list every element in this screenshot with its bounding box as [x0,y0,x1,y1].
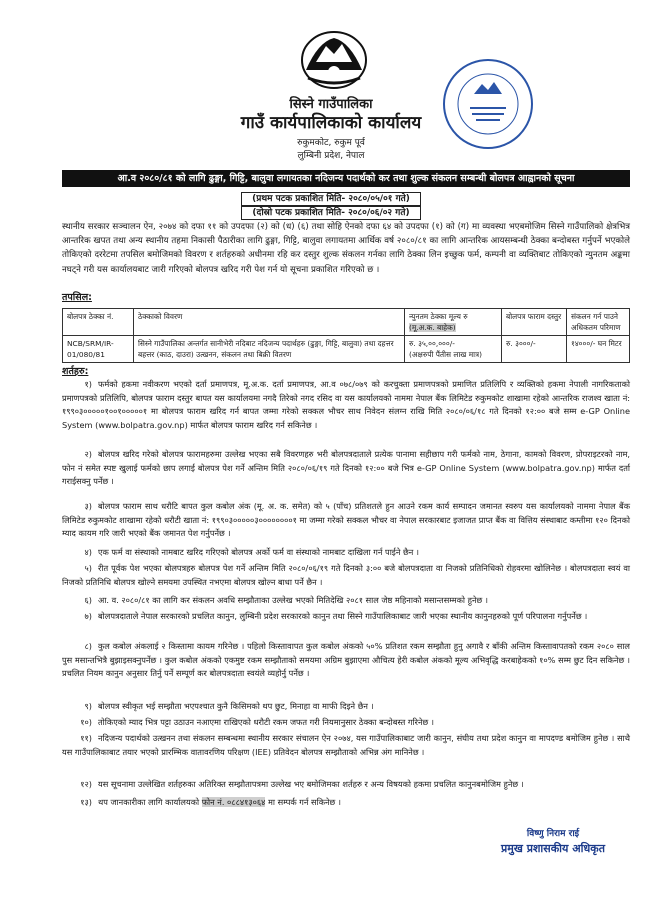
col-description: ठेक्काको विवरण [134,309,405,336]
second-publication-date: (दोस्रो पटक प्रकाशित मिति- २०८०/०६/०२ गते) [0,205,662,218]
condition-item: ५) रीत पूर्वक पेश भएका बोलपत्रहरु बोलपत्र पेश गर्ने अन्तिम मिति २०८०/०६/१९ गते दिनको ३:०० बजे बोलपत्रदाता वा निजको प्रतिनिधिको रोहवरमा खोलिनेछ । बोलपत्रदाता स्वयं वा निजको प्रतिनिधि बोलपत्र खोल्ने समयमा उपस्थित नभएमा बोलपत्र खोल्न बाधा पर्ने छैन । [62,563,630,587]
condition-item: ६) आ. व. २०८०/८१ का लागि कर संकलन अवधि सम्झौताका उल्लेख भएको मितिदेखि २०८१ साल जेष्ठ महिनाको मसान्तसम्मको हुनेछ । [84,595,488,605]
table-label: तपसिल: [62,292,92,303]
cell-description: सिस्ने गाउँपालिका अन्तर्गत सानीभेरी नदिबाट नदिजन्य पदार्थहरु (ढुङ्गा, गिट्टि, बालुवा) तथा दहत्तर बहत्तर (काठ, दाउरा) उत्खनन, संकलन तथा बिक्री वितरण [134,336,405,363]
vat-excluded-note: (मू.अ.क. बाहेक) [409,323,456,332]
condition-item: ८) कुल कबोल अंकलाई २ किस्तामा कायम गरिनेछ । पहिलो किस्तावापत कुल कबोल अंकको ५०% प्रतिशत रकम सम्झौता हुनु अगावै र बाँकी अन्तिम किस्तावापतको रकम २०८० साल पुस मसान्तभित्रै बुझाइसक्नुपर्नेछ । कुल कबोल अंकको एकमुष्ट रकम सम्झौताको समयमा अग्रिम बुझाएमा औचित्य हेरी कबोल अंकको मूल्य अभिवृद्धि करबाहेकको १०% सम्म छुट दिन सकिनेछ । प्रचलित नियम कानुन अनुसार तिर्नु पर्ने सम्पूर्ण कर बोलपत्रदाता स्वयंले व्यहोर्नु पर्नेछ । [62,641,630,679]
condition-item: ७) बोलपत्रदाताले नेपाल सरकारको प्रचलित कानुन, लुम्बिनी प्रदेश सरकारको कानुन तथा सिस्ने गाउँपालिकाबाट जारी भएका स्थानीय कानुनहरुको पूर्ण परिपालना गर्नुपर्नेछ । [84,611,588,621]
office-address: रुकुमकोट, रुकुम पूर्व [297,138,365,148]
first-publication-date: (प्रथम पटक प्रकाशित मिति- २०८०/०५/०१ गते) [0,191,662,204]
col-min-price: न्युनतम ठेक्का मूल्य रु (मू.अ.क. बाहेक) [405,309,502,336]
municipality-name: सिस्ने गाउँपालिका [289,97,373,112]
emblem-icon [298,22,370,90]
condition-item: ४) एक फर्म वा संस्थाको नामबाट खरिद गरिएको बोलपत्र अर्को फर्म वा संस्थाको नामबाट दाखिला गर्न पाईने छैन । [84,547,419,557]
condition-item: ९) बोलपत्र स्वीकृत भई सम्झौता भएपश्चात कुनै किसिमको थप छुट, मिनाहा वा माफी दिइने छैन । [84,701,374,711]
signature-block [468,826,638,856]
condition-item: १३) थप जानकारीका लागि कार्यालयको फोन नं. ०८८४१३०६४ मा सम्पर्क गर्न सकिनेछ । [80,797,341,807]
col-form-fee: बोलपत्र फाराम दस्तुर [502,309,567,336]
table-header-row [63,309,630,336]
cell-form-fee: रु. ३०००/- [502,336,567,363]
condition-item: ११) नदिजन्य पदार्थको उत्खनन तथा संकलन सम्बन्धमा स्थानीय सरकार संचालन ऐन २०७४, यस गाउँपालिकाबाट जारी कानुन, संघीय तथा प्रदेश कानुन वा मापदण्ड बमोजिम हुनेछ । साथै यस गाउँपालिकाबाट तयार भएको प्रारम्भिक वातावरणिय परिक्षण (IEE) प्रतिवेदन बोलपत्र सम्झौताको अभिन्न अंग मानिनेछ । [62,733,630,757]
office-title: गाउँ कार्यपालिकाको कार्यालय [240,113,422,133]
table-row [63,336,630,363]
condition-item: २) बोलपत्र खरिद गरेको बोलपत्र फारामहरुमा उल्लेख भएका सबै विवरणहरु भरी बोलपत्रदाताले प्रत्येक पानामा सहीछाप गरी फर्मको नाम, ठेगाना, कामको विवरण, प्रोपराइटरको नाम, फोन नं समेत स्पष्ट खुलाई फर्मको छाप लगाई बोलपत्र पेश गर्ने अन्तिम मिति २०८०/०६/१९ गते दिनको १२:०० बजे भित्र e-GP Online System (www.bolpatra.gov.np) मार्फत दर्ता गराईसक्नु पर्नेछ । [62,449,630,487]
cell-min-price: रु. ३५,००,०००/- (अक्षरुपी पैंतीस लाख मात्र) [405,336,502,363]
notice-title: आ.व २०८०/८१ को लागि ढुङ्गा, गिट्टि, बालुवा लगायतका नदिजन्य पदार्थको कर तथा शुल्क संकलन सम्बन्धी बोलपत्र आह्वानको सूचना [62,170,630,187]
cell-contract-no: NCB/SRM/IR-01/080/81 [63,336,134,363]
office-province: लुम्बिनी प्रदेश, नेपाल [297,151,365,161]
conditions-label: शर्तहरु: [62,366,89,377]
cell-max-quantity: १४०००/- घन मिटर [567,336,630,363]
condition-item: १) फर्मको हकमा नवीकरण भएको दर्ता प्रमाणपत्र, मू.अ.क. दर्ता प्रमाणपत्र, आ.व ०७८/०७९ को करचुक्ता प्रमाणपत्रको प्रमाणित प्रतिलिपि र व्यक्तिको हकमा नेपाली नागरिकताको प्रमाणपत्रको प्रतिलिपि, बोलपत्र फाराम दस्तुर बापत यस कार्यालयमा नगदै तिरेको नगद रसिद वा यस कार्यालयको नाममा नेपाल बैंक लिमिटेड रुकुमकोट शाखामा रहेको आन्तरिक राजश्व खाता नं: १९९०३०००००१००१०००००१ मा बोलपत्र फाराम खरिद गर्न बापत जम्मा गरेको सक्कल भौचर साथ निवेदन संलग्न राखि मिति २०८०/०६/१८ गते दिनको १२:०० बजे सम्म e-GP Online System (www.bolpatra.gov.np) मार्फत बोलपत्र फाराम खरिद गर्न सकिनेछ । [62,379,630,430]
col-max-quantity: संकलन गर्न पाउने अधिकतम परिमाण [567,309,630,336]
signatory-title: प्रमुख प्रशासकीय अधिकृत [501,842,605,855]
office-phone: फोन नं. ०८८४१३०६४ [201,797,266,807]
signatory-name: विष्णु निराम राई [526,829,580,839]
condition-item: १२) यस सूचनामा उल्लेखित शर्तहरुका अतिरिक्त सम्झौतापत्रमा उल्लेख भए बमोजिमका शर्तहरु र अन्य विषयको हकमा प्रचलित कानुनबमोजिम हुनेछ । [80,779,524,789]
contract-table [62,308,630,363]
condition-item: १०) तोकिएको म्याद भित्र पट्टा उठाउन नआएमा राखिएको धरौटी रकम जफत गरी नियमानुसार ठेक्का बन्दोबस्त गरिनेछ । [80,717,434,727]
col-contract-no: बोलपत्र ठेक्का नं. [63,309,134,336]
condition-item: ३) बोलपत्र फाराम साथ धरौटि बापत कुल कबोल अंक (मू. अ. क. समेत) को ५ (पाँच) प्रतिशतले हुन आउने रकम कार्य सम्पादन जमानत स्वरुप यस कार्यालयको नाममा नेपाल बैंक लिमिटेड रुकुमकोट शाखामा रहेको धरौटी खाता नं: १९९०३०००००३००००००००१ मा जम्मा गरेको सक्कल भौचर वा नेपाल सरकारबाट इजाजत प्राप्त बैंक वा वित्तिय संस्थाबाट कम्तीमा १२० दिनको म्याद कायम गरि जारी भएको बैंक जमानत पेश गर्नुपर्नेछ । [62,501,630,539]
intro-paragraph: स्थानीय सरकार सञ्चालन ऐन, २०७४ को दफा ११ को उपदफा (२) को (ध) (६) तथा सोहि ऐनको दफा ६४ को उपदफा (१) को (ग) मा व्यवस्था भएबमोजिम सिस्ने गाउँपालिको क्षेत्रभित्र आन्तरिक खपत तथा अन्य स्थानीय तहमा निकासी पैठारीका लागि ढुङ्गा, गिट्टि, बालुवा लगायतमा आर्थिक वर्ष २०८०/८१ का लागि आन्तरिक आयसम्बन्धी ठेक्का बन्दोबस्त गर्नुपर्ने भएकोले तोकिएको दररेटमा तपसिल बमोजिमको विवरण र शर्तहरुको अधीनमा रहि कर दस्तुर शुल्क संकलन गर्नका लागि ठेक्का लिन इच्छुक फर्म, कम्पनी वा व्यक्तिबाट तोकिएको न्युनतम अङ्कमा नघट्ने गरी यस कार्यालयबाट जारी गरिएको बोलपत्र खरिद गरी पेश गर्न यो सूचना प्रकाशित गरिएको छ । [62,222,630,275]
